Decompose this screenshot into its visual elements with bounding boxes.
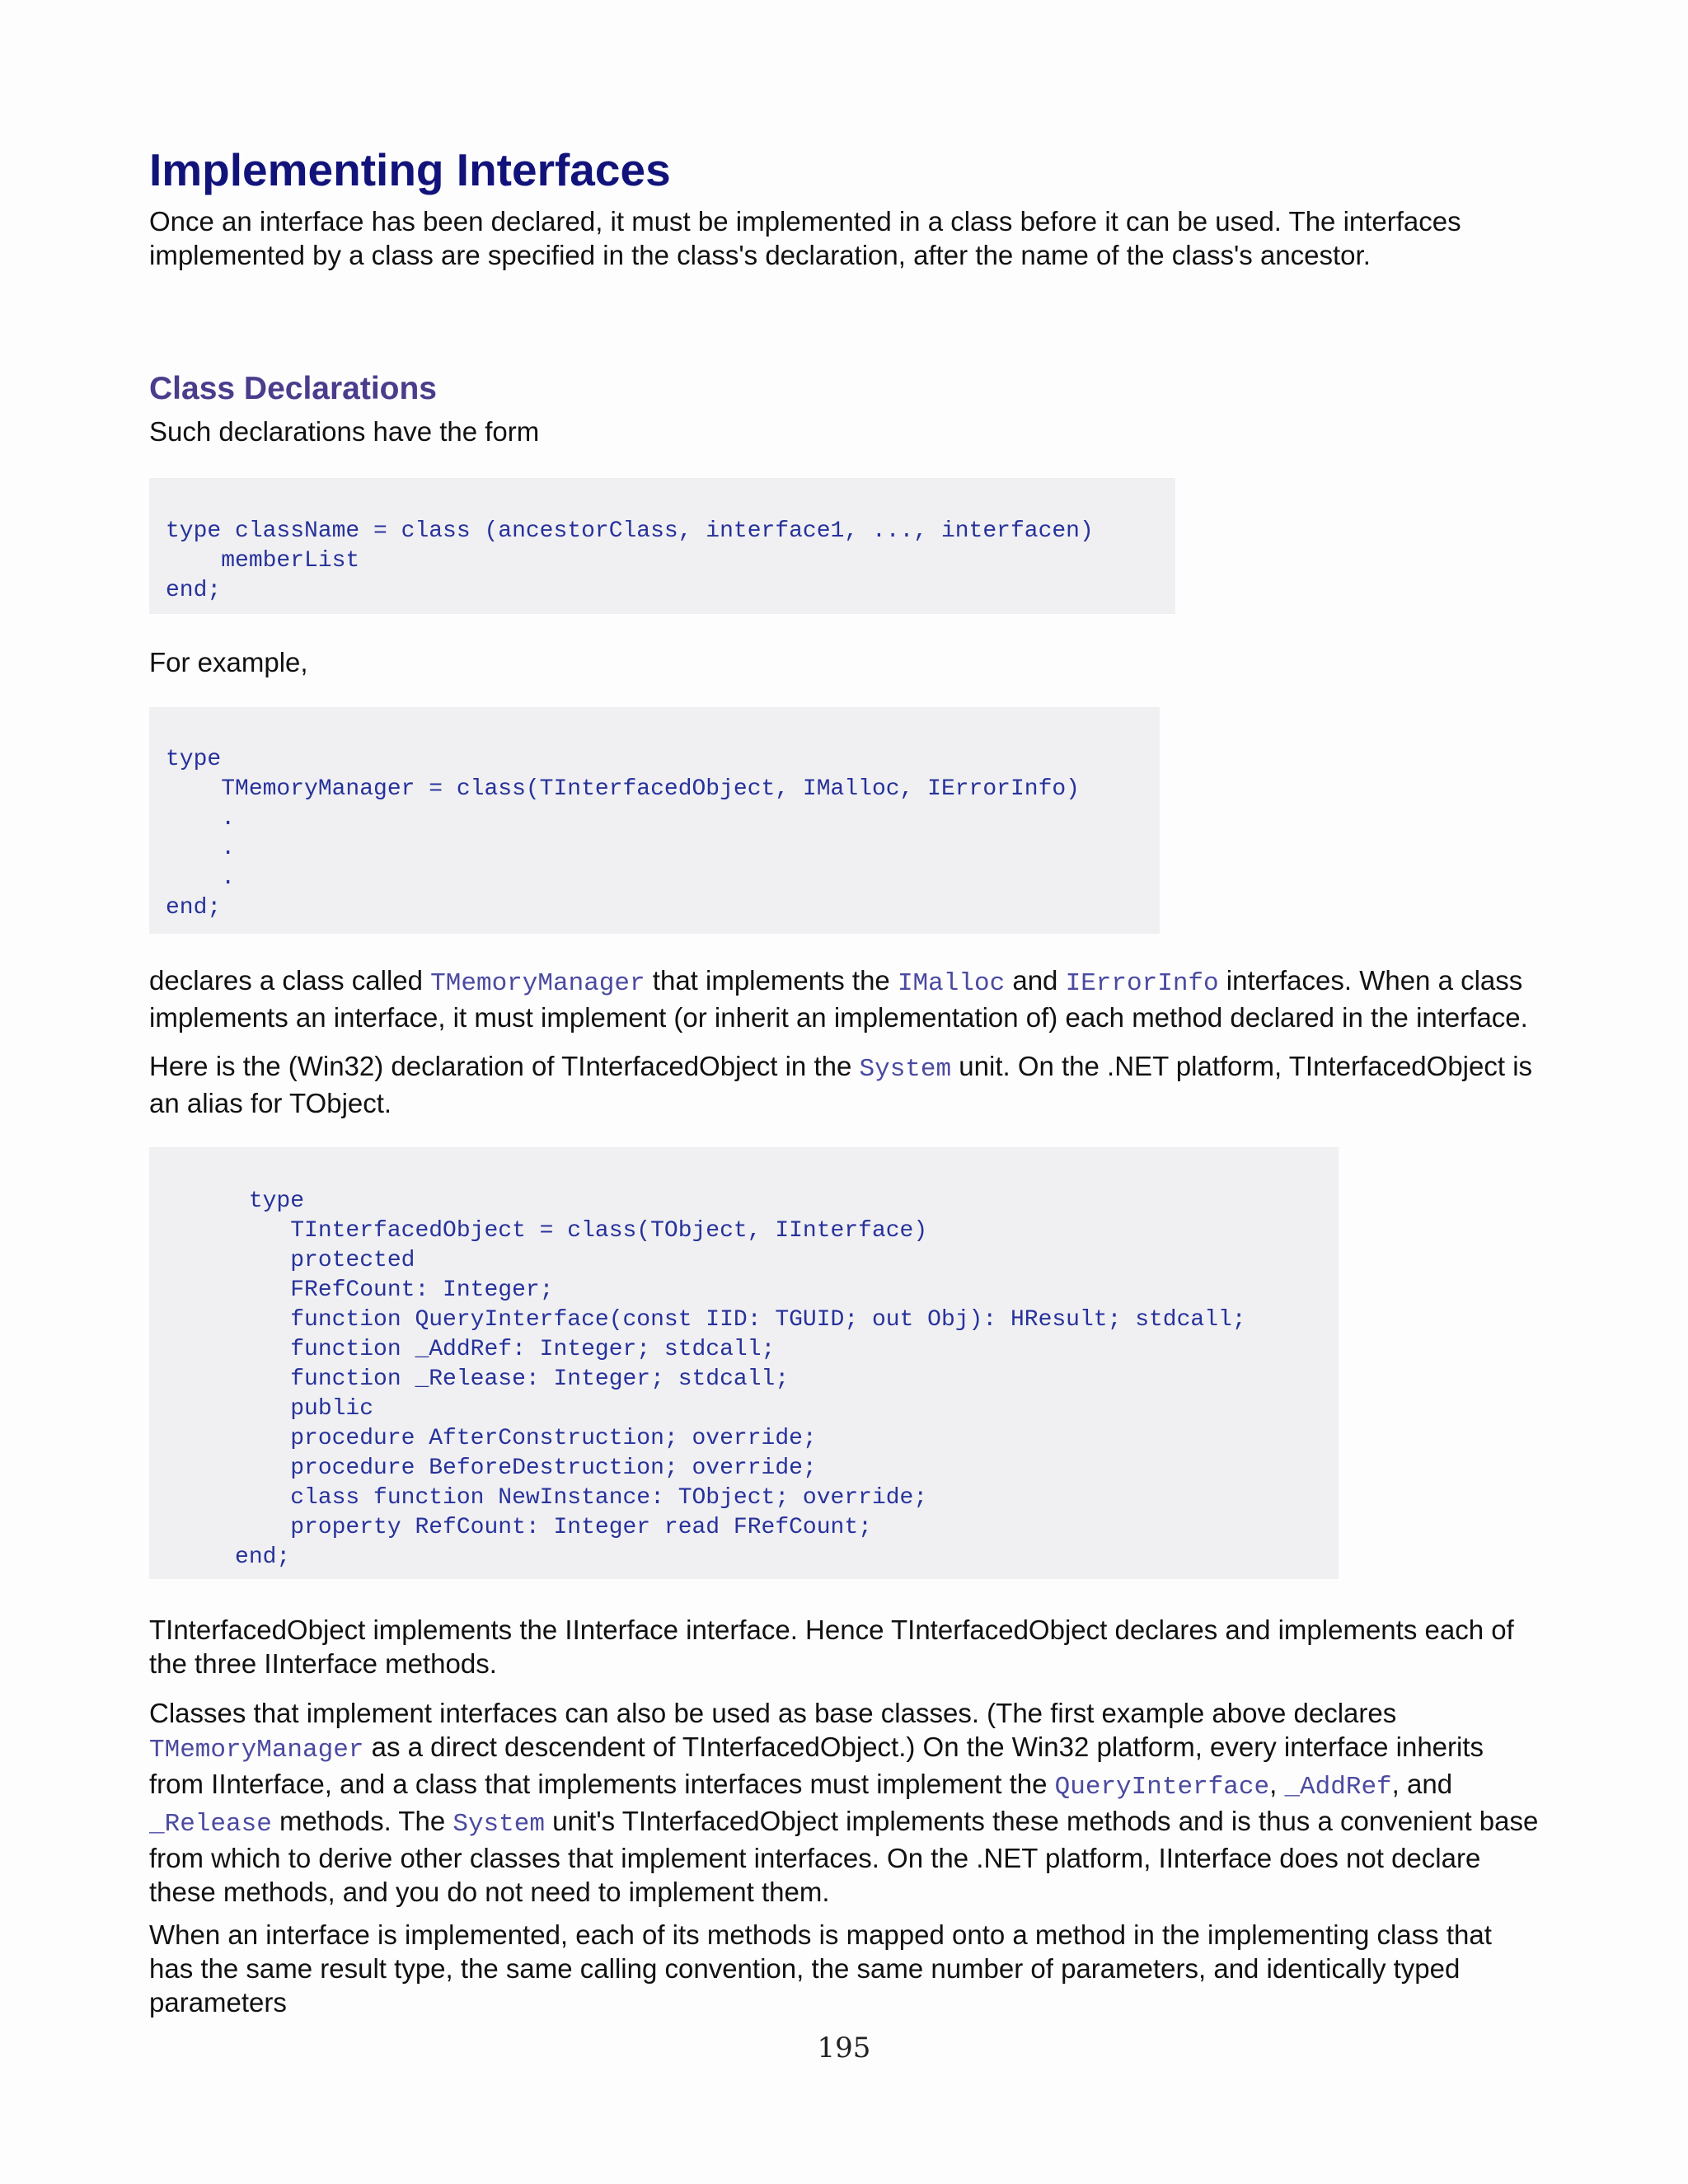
inline-code: System — [859, 1055, 952, 1084]
form-text: Such declarations have the form — [149, 416, 540, 447]
inline-code: _Release — [149, 1810, 272, 1839]
code-block-declaration-form — [149, 478, 1175, 614]
paragraph-base-classes: Classes that implement interfaces can also be used as base classes. (The first example above declares TMemoryManager as a direct descendent of TInterfacedObject.) On the Win32 platform, every interface inherits from IInterface, and a class that implements interfaces must implement the QueryInterface, _AddRef, and _Release methods. The System unit's TInterfacedObject implements these methods and is thus a convenient base from which to derive other classes that implement interfaces. On the .NET platform, IInterface does not declare these methods, and you do not need to implement them. — [149, 1698, 1539, 1907]
code-tinterfacedobject: type TInterfacedObject = class(TObject, IInterface) protected FRefCount: Integer; function QueryInterface(const IID: TGUID; out Obj): HResult; stdcall; function _AddRef: Integer; stdcall; function _Release: Integer; stdcall; public procedure AfterConstruction; override; procedure BeforeDestruction; override; class function NewInstance: TObject; override; property RefCount: Integer read FRefCount; end; — [235, 1188, 1246, 1570]
paragraph-method-mapping: When an interface is implemented, each of its methods is mapped onto a method in the implementing class that has the same result type, the same calling convention, the same number of parameters, and identically typed parameters — [149, 1919, 1492, 2018]
inline-code: System — [452, 1810, 545, 1839]
paragraph-tinterfacedobject: Here is the (Win32) declaration of TInterfacedObject in the System unit. On the .NET platform, TInterfacedObject is an alias for TObject. — [149, 1051, 1533, 1118]
code-block-tinterfacedobject — [149, 1147, 1339, 1579]
code-block-example — [149, 707, 1160, 934]
page-number: 195 — [817, 2032, 871, 2064]
code-declaration-form: type className = class (ancestorClass, interface1, ..., interfacen) memberList end; — [166, 518, 1094, 603]
example-text: For example, — [149, 647, 308, 677]
inline-code: TMemoryManager — [430, 969, 645, 998]
code-example: type TMemoryManager = class(TInterfacedObject, IMalloc, IErrorInfo) . . . end; — [166, 747, 1080, 921]
inline-code: _AddRef — [1284, 1773, 1392, 1802]
paragraph-iinterface: TInterfacedObject implements the IInterface interface. Hence TInterfacedObject declares and implements each of the three IInterface methods. — [149, 1615, 1514, 1679]
inline-code: IErrorInfo — [1065, 969, 1219, 998]
paragraph-declares: declares a class called TMemoryManager that implements the IMalloc and IErrorInfo interfaces. When a class implements an interface, it must implement (or inherit an implementation of) each method declared in the interface. — [149, 965, 1528, 1033]
inline-code: TMemoryManager — [149, 1736, 364, 1765]
inline-code: QueryInterface — [1054, 1773, 1270, 1802]
page-title: Implementing Interfaces — [149, 144, 671, 195]
section-heading: Class Declarations — [149, 371, 438, 406]
intro-paragraph: Once an interface has been declared, it must be implemented in a class before it can be used. The interfaces implemented by a class are specified in the class's declaration, after the name of the class's ancestor. — [149, 206, 1461, 270]
inline-code: IMalloc — [897, 969, 1006, 998]
